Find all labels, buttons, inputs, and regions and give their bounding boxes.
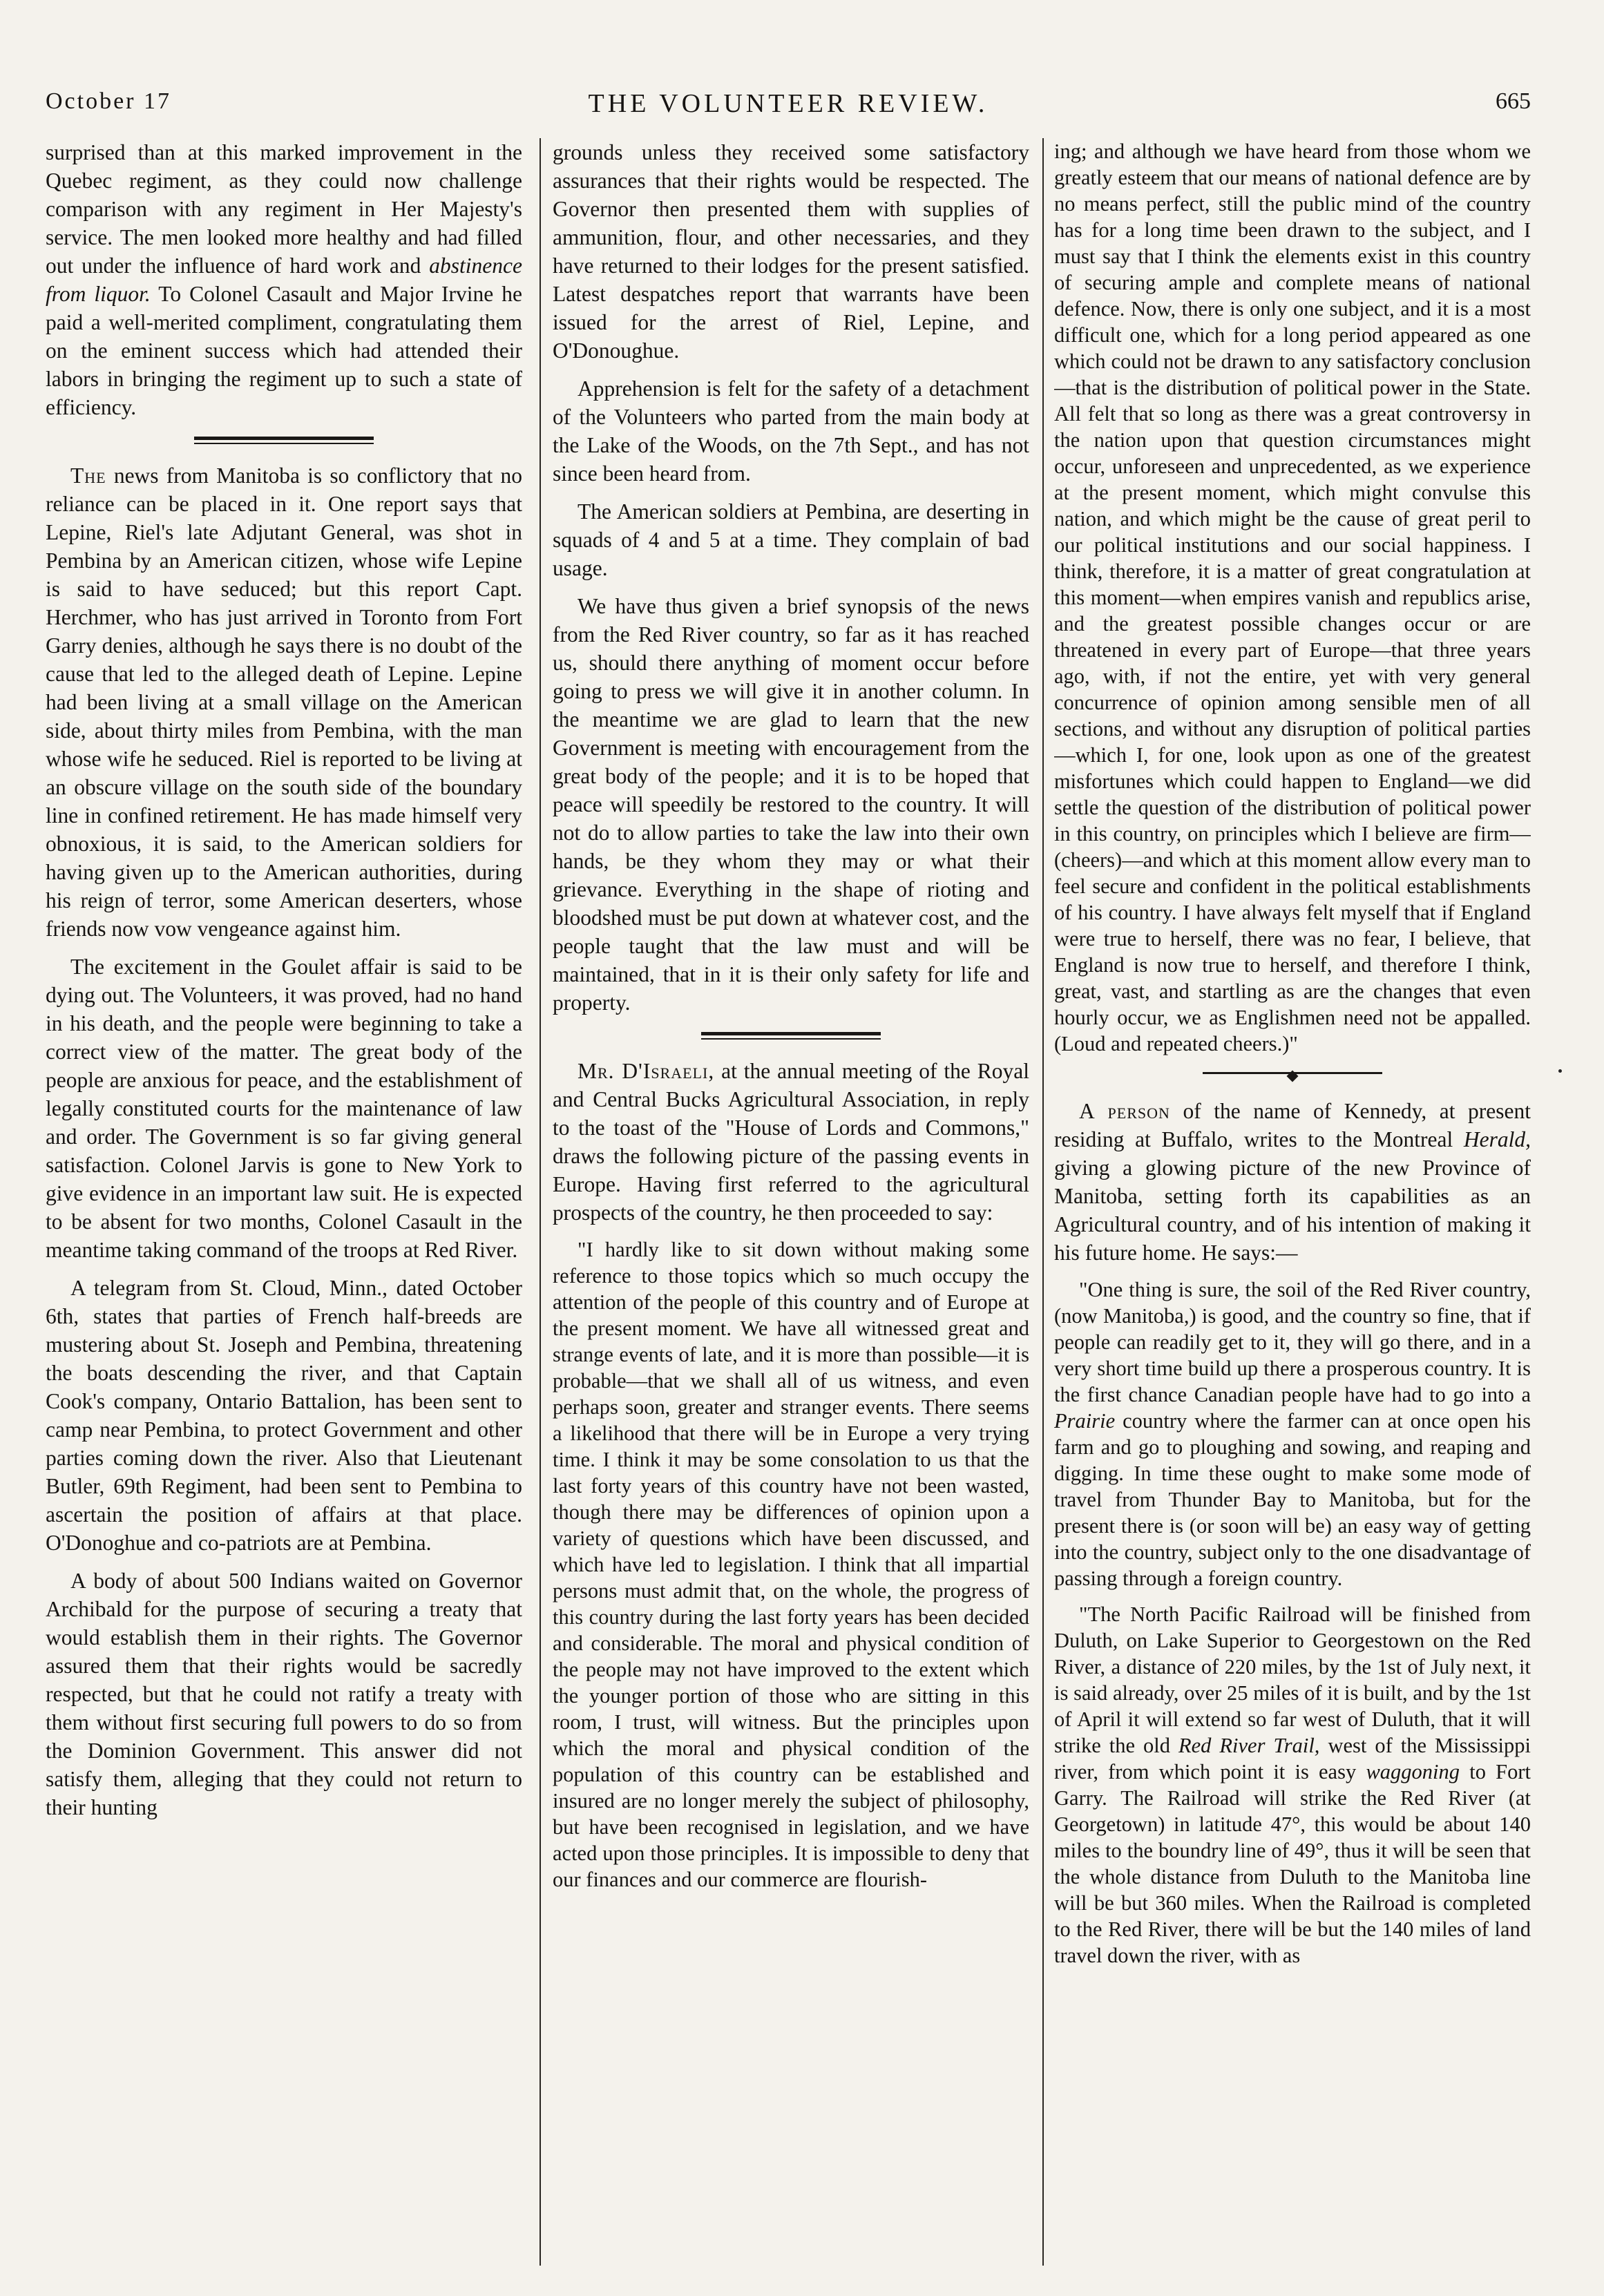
article-paragraph: Mr. D'Israeli, at the annual meeting of the Royal and Central Bucks Agricultural Association, in reply to the toast of the "House of Lords and Commons," draws the following picture of the passing events in Europe. Having first referred to the agricultural prospects of the country, he then proceeded to say: — [553, 1059, 1029, 1225]
column-rule-right — [1042, 138, 1044, 2266]
article-paragraph: A person of the name of Kennedy, at present residing at Buffalo, writes to the Montreal Herald, giving a glowing picture of the new Province of Manitoba, setting forth its capabilities as an Agricultural country, and of his intention of making it his future home. He says:— — [1054, 1099, 1531, 1265]
letter-quote: "One thing is sure, the soil of the Red River country, (now Manitoba,) is good, and the country so fine, that if people can readily get to it, they will go there, and in a very short time build up there a prosperous country. It is the first chance Canadian people have had to go into a Prairie country where the farmer can at once open his farm and go to ploughing and sowing, and reaping and digging. In time these ought to make some mode of travel from Thunder Bay to Manitoba, but for the present there is (or soon will be) an easy way of getting into the country, subject only to the one disadvantage of passing through a foreign country. — [1054, 1278, 1531, 1590]
column-3 — [1054, 138, 1531, 2266]
article-paragraph: The news from Manitoba is so conflictory that no reliance can be placed in it. One report says that Lepine, Riel's late Adjutant General, was shot in Pembina by an American citizen, whose wife Lepine is said to have seduced; but this report Capt. Herchmer, who has just arrived in Toronto from Fort Garry denies, although he says there is no doubt of the cause that led to the alleged death of Lepine. Lepine had been living at a small village on the American side, about thirty miles from Pembina, with the man whose wife he seduced. Riel is reported to be living at an obscure village on the south side of the boundary line in confined retirement. He has made himself very obnoxious, it is said, to the American soldiers for having given up to the American authorities, during his reign of terror, some American deserters, whose friends now vow vengeance against him. — [46, 463, 522, 941]
column-rule-left — [540, 138, 541, 2266]
section-divider — [1203, 1072, 1382, 1082]
header-date: October 17 — [46, 88, 172, 114]
header-title: THE VOLUNTEER REVIEW. — [588, 89, 989, 118]
section-divider — [194, 437, 374, 446]
article-paragraph: A telegram from St. Cloud, Minn., dated October 6th, states that parties of French half-breeds are mustering about St. Joseph and Pembina, threatening the boats descending the river, and that Captain Cook's company, Ontario Battalion, has been sent to camp near Pembina, to protect Government and other parties coming down the river. Also that Lieutenant Butler, 69th Regiment, had been sent to Pembina to ascertain the position of affairs at that place. O'Donoghue and co-patriots are at Pembina. — [46, 1276, 522, 1555]
header-page-number: 665 — [1496, 88, 1531, 114]
speech-quote: ing; and although we have heard from those whom we greatly esteem that our means of national defence are by no means perfect, still the public mind of the country has for a long time been drawn to the subject, and I must say that I think the elements exist in this country of securing ample and complete means of national defence. Now, there is only one subject, and it is a most difficult one, which for a long period appeared as one which could not be drawn to any satisfactory conclusion—that is the distribution of political power in the State. All felt that so long as there was a great controversy in the nation upon that question circumstances might occur, unforeseen and unprecedented, as we experience at the present moment, which might convulse this nation, and which might be the cause of great peril to our political institutions and our social happiness. I think, therefore, it is a matter of great congratulation at this moment—when empires vanish and republics arise, and the greatest possible changes occur or are threatened in every part of Europe—that three years ago, with, if not the entire, yet with very general concurrence of opinion among sensible men of all sections, and without any disruption of political parties—which I, for one, look upon as one of the greatest misfortunes which could happen to England—we did settle the question of the distribution of political power in this country, on principles which I believe are firm—(cheers)—and which at this moment allow every man to feel secure and confident in the political establishments of his country. I have always felt myself that if England were true to herself, there was no fear, I believe, that England is now true to herself, and therefore I think, great, vast, and startling as are the changes that even hourly occur, we as Englishmen need not be appalled. (Loud and repeated cheers.)" — [1054, 140, 1531, 1055]
section-divider — [701, 1032, 881, 1042]
page-header — [46, 88, 1531, 137]
article-paragraph: The excitement in the Goulet affair is said to be dying out. The Volunteers, it was proved, had no hand in his death, and the people were beginning to take a correct view of the matter. The great body of the people are anxious for peace, and the establishment of legally constituted courts for the maintenance of law and order. The Government is so far giving general satisfaction. Colonel Jarvis is gone to New York to give evidence in an important law suit. He is expected to be absent for two months, Colonel Casault in the meantime taking command of the troops at Red River. — [46, 955, 522, 1262]
speech-quote: "I hardly like to sit down without making some reference to those topics which so much occupy the attention of the people of this country and of Europe at the present moment. We have all witnessed great and strange events of late, and it is more than possible—it is probable—that we shall all of us witness, and even perhaps soon, greater and stranger events. There seems a likelihood that there will be in Europe a very trying time. I think it may be some consolation to us that the last forty years of this country have not been wasted, though there may be differences of opinion upon a variety of questions which have been discussed, and which have led to legislation. I think that all impartial persons must admit that, on the whole, the progress of this country during the last forty years has been decided and considerable. The moral and physical condition of the people may not have improved to the extent which the younger portion of those who are sitting in this room, I trust, will witness. But the principles upon which the moral and physical condition of the population of this country can be established and insured are no longer merely the subject of philosophy, but have been recognised in legislation, and we have acted upon those principles. It is impossible to deny that our finances and our commerce are flourish- — [553, 1238, 1029, 1891]
article-paragraph: surprised than at this marked improvement in the Quebec regiment, as they could now challenge comparison with any regiment in Her Majesty's service. The men looked more healthy and had filled out under the influence of hard work and abstinence from liquor. To Colonel Casault and Major Irvine he paid a well-merited compliment, congratulating them on the eminent success which had attended their labors in bringing the regiment up to such a state of efficiency. — [46, 140, 522, 419]
article-paragraph: Apprehension is felt for the safety of a detachment of the Volunteers who parted from the main body at the Lake of the Woods, on the 7th Sept., and has not since been heard from. — [553, 376, 1029, 486]
article-paragraph: The American soldiers at Pembina, are deserting in squads of 4 and 5 at a time. They complain of bad usage. — [553, 499, 1029, 580]
print-speck — [1558, 1069, 1562, 1073]
article-paragraph: A body of about 500 Indians waited on Governor Archibald for the purpose of securing a treaty that would establish them in their rights. The Governor assured them that their rights would be sacredly respected, but that he could not ratify a treaty with them without first securing full powers to do so from the Dominion Government. This answer did not satisfy them, alleging that they could not return to their hunting — [46, 1569, 522, 1819]
letter-quote: "The North Pacific Railroad will be finished from Duluth, on Lake Superior to Georgestown on the Red River, a distance of 220 miles, by the 1st of July next, it is said already, over 25 miles of it is built, and by the 1st of April it will extend so far west of Duluth, that it will strike the old Red River Trail, west of the Mississippi river, from which point it is easy waggoning to Fort Garry. The Railroad will strike the Red River (at Georgetown) in latitude 47°, this would be about 140 miles to the boundry line of 49°, thus it will be seen that the whole distance from Duluth to the Manitoba line will be but 360 miles. When the Railroad is completed to the Red River, there will be but the 140 miles of land travel down the river, with as — [1054, 1603, 1531, 1967]
column-1 — [46, 138, 522, 2266]
column-2 — [553, 138, 1029, 2266]
article-paragraph: grounds unless they received some satisfactory assurances that their rights would be respected. The Governor then presented them with supplies of ammunition, flour, and other necessaries, and they have returned to their lodges for the present satisfied. Latest despatches report that warrants have been issued for the arrest of Riel, Lepine, and O'Donoughue. — [553, 140, 1029, 363]
article-paragraph: We have thus given a brief synopsis of the news from the Red River country, so far as it has reached us, should there anything of moment occur before going to press we will give it in another column. In the meantime we are glad to learn that the new Government is meeting with encouragement from the great body of the people; and it is to be hoped that peace will speedily be restored to the country. It will not do to allow parties to take the law into their own hands, be they whom they may or what their grievance. Everything in the shape of rioting and bloodshed must be put down at whatever cost, and the people taught that the law must and will be maintained, that in it is their only safety for life and property. — [553, 594, 1029, 1015]
